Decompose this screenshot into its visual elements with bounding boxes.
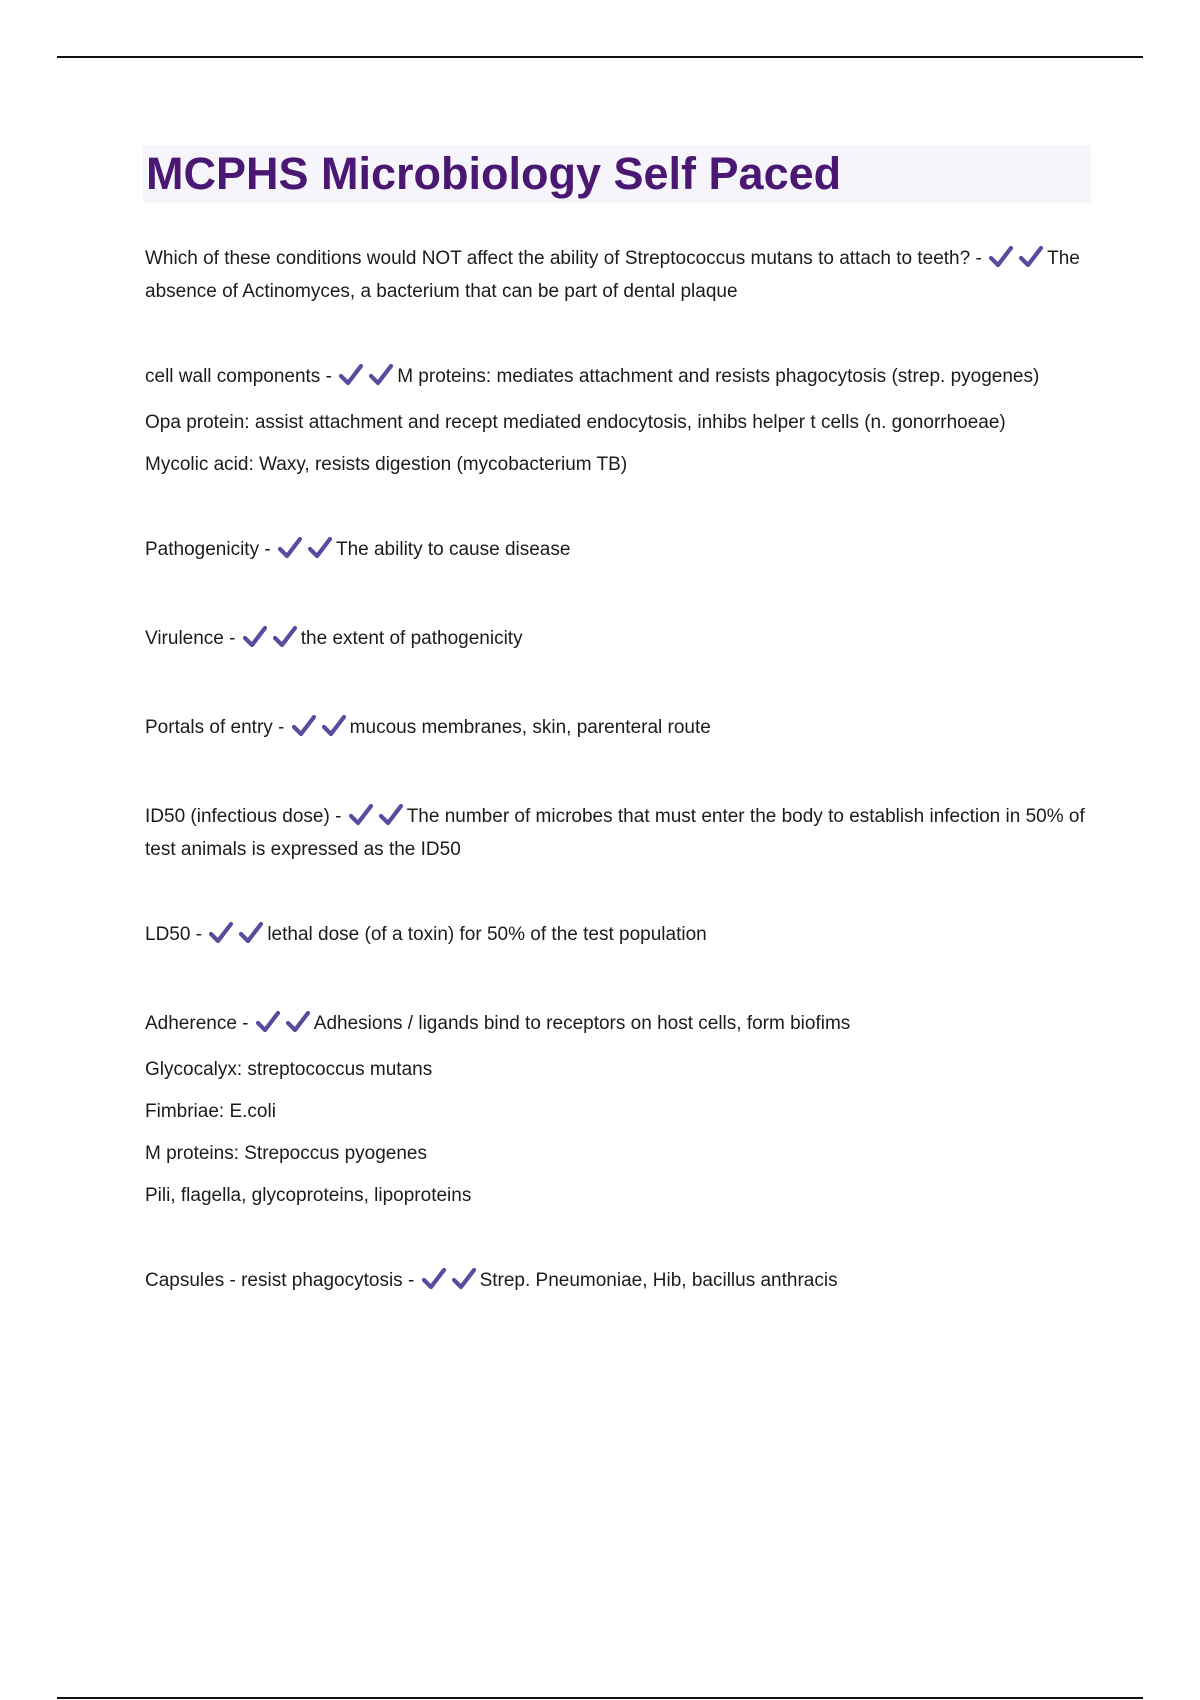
checkmark-icon — [369, 364, 393, 386]
qa-answer: M proteins: mediates attachment and resists phagocytosis (strep. pyogenes) — [397, 366, 1040, 387]
bottom-rule — [57, 1697, 1143, 1699]
qa-answer: lethal dose (of a toxin) for 50% of the test population — [267, 924, 707, 945]
qa-term: Pathogenicity - — [145, 539, 271, 560]
answer-checkmarks — [209, 922, 263, 953]
answer-checkmarks — [339, 364, 393, 395]
answer-checkmarks — [349, 804, 403, 835]
qa-item — [145, 920, 1085, 953]
checkmark-icon — [339, 364, 363, 386]
qa-line — [145, 535, 1085, 568]
qa-term: cell wall components - — [145, 366, 332, 387]
qa-line — [145, 624, 1085, 657]
checkmark-icon — [422, 1268, 446, 1290]
qa-detail: Mycolic acid: Waxy, resists digestion (mycobacterium TB) — [145, 454, 628, 475]
qa-detail: M proteins: Strepoccus pyogenes — [145, 1143, 427, 1164]
answer-checkmarks — [278, 537, 332, 568]
checkmark-icon — [349, 804, 373, 826]
qa-term: Which of these conditions would NOT affect the ability of Streptococcus mutans to attach to teeth? - — [145, 248, 982, 269]
qa-term: Capsules - resist phagocytosis - — [145, 1270, 415, 1291]
qa-line — [145, 362, 1085, 395]
qa-line — [145, 1009, 1085, 1042]
answer-checkmarks — [256, 1011, 310, 1042]
answer-checkmarks — [243, 626, 297, 657]
checkmark-icon — [989, 246, 1013, 268]
answer-checkmarks — [422, 1268, 476, 1299]
checkmark-icon — [322, 715, 346, 737]
qa-answer: mucous membranes, skin, parenteral route — [349, 717, 711, 738]
qa-detail: Pili, flagella, glycoproteins, lipoproteins — [145, 1185, 472, 1206]
qa-answer: Strep. Pneumoniae, Hib, bacillus anthracis — [479, 1270, 838, 1291]
qa-term: ID50 (infectious dose) - — [145, 806, 342, 827]
qa-item — [145, 1266, 1085, 1299]
top-rule — [57, 56, 1143, 58]
checkmark-icon — [278, 537, 302, 559]
qa-term: Virulence - — [145, 628, 236, 649]
qa-answer: The absence of Actinomyces, a bacterium that can be part of dental plaque — [145, 248, 1080, 302]
checkmark-icon — [209, 922, 233, 944]
answer-checkmarks — [989, 246, 1043, 277]
checkmark-icon — [243, 626, 267, 648]
checkmark-icon — [292, 715, 316, 737]
qa-item — [145, 535, 1085, 568]
qa-term: Portals of entry - — [145, 717, 285, 738]
qa-line — [145, 802, 1085, 864]
checkmark-icon — [256, 1011, 280, 1033]
qa-line — [145, 1266, 1085, 1299]
qa-item — [145, 802, 1085, 864]
qa-item — [145, 1009, 1085, 1210]
qa-term: LD50 - — [145, 924, 203, 945]
checkmark-icon — [1019, 246, 1043, 268]
qa-item — [145, 244, 1085, 306]
answer-checkmarks — [292, 715, 346, 746]
qa-item — [145, 624, 1085, 657]
checkmark-icon — [273, 626, 297, 648]
qa-detail: Fimbriae: E.coli — [145, 1101, 276, 1122]
checkmark-icon — [379, 804, 403, 826]
qa-line — [145, 713, 1085, 746]
document-title: MCPHS Microbiology Self Paced — [146, 148, 842, 199]
qa-answer: The number of microbes that must enter the body to establish infection in 50% of test animals is expressed as the ID50 — [145, 806, 1085, 860]
qa-item — [145, 713, 1085, 746]
qa-item — [145, 362, 1085, 479]
qa-term: Adherence - — [145, 1013, 249, 1034]
qa-detail: Opa protein: assist attachment and recept mediated endocytosis, inhibs helper t cells (n. gonorrhoeae) — [145, 412, 1006, 433]
qa-line — [145, 244, 1085, 306]
qa-answer: the extent of pathogenicity — [300, 628, 523, 649]
qa-list — [145, 244, 1085, 1355]
qa-answer: Adhesions / ligands bind to receptors on host cells, form biofims — [313, 1013, 851, 1034]
checkmark-icon — [452, 1268, 476, 1290]
checkmark-icon — [286, 1011, 310, 1033]
qa-answer: The ability to cause disease — [335, 539, 571, 560]
qa-line — [145, 920, 1085, 953]
checkmark-icon — [239, 922, 263, 944]
checkmark-icon — [308, 537, 332, 559]
qa-detail: Glycocalyx: streptococcus mutans — [145, 1059, 433, 1080]
